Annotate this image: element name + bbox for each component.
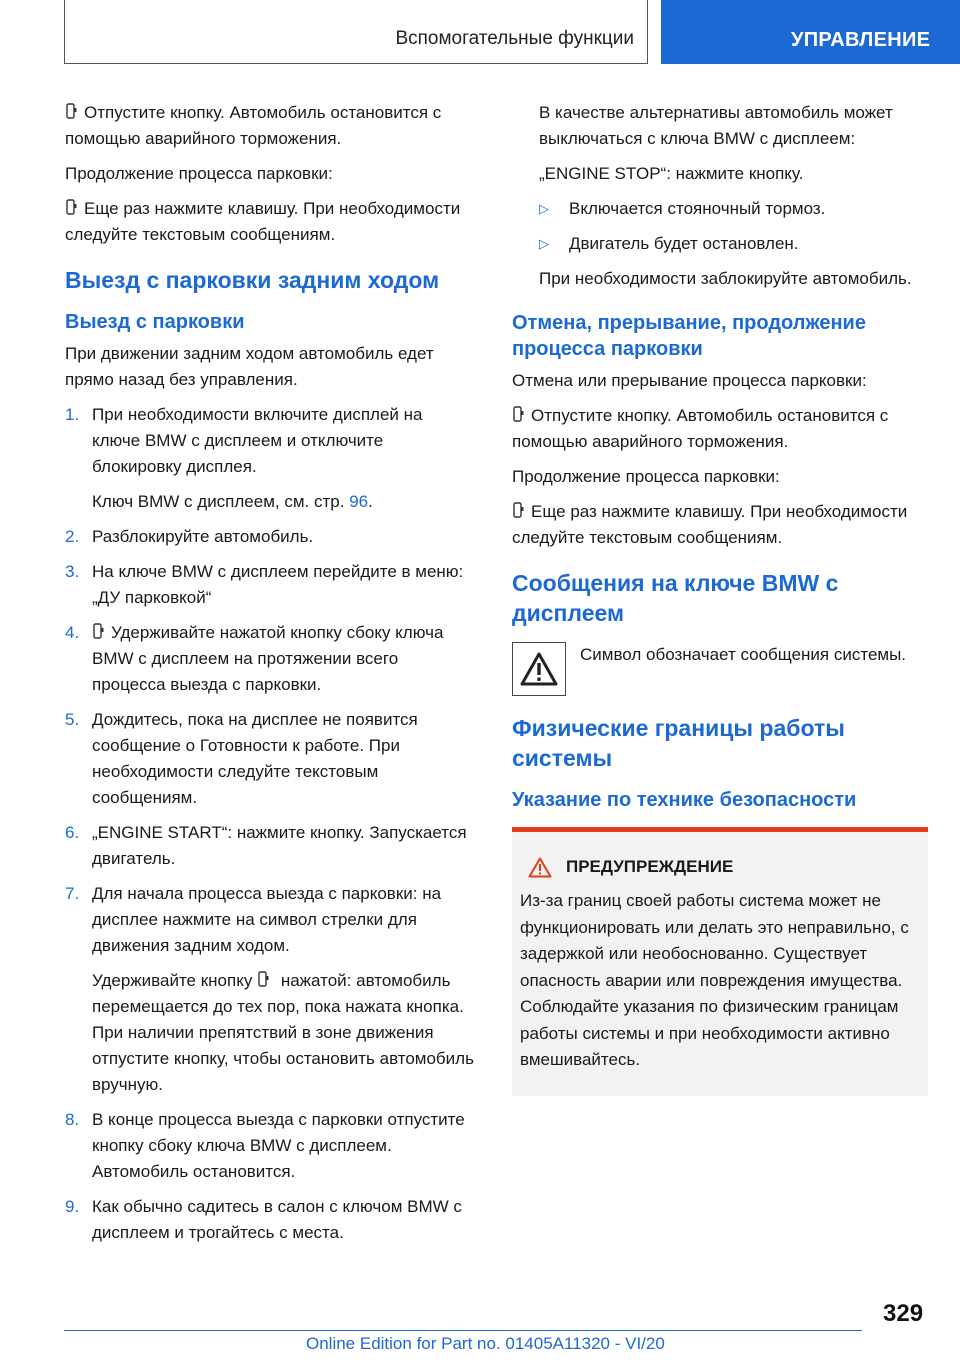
step-1 — [65, 402, 475, 515]
subheading-exit: Выезд с парковки — [65, 311, 245, 333]
step-9 — [65, 1194, 475, 1246]
header-chapter-tab[interactable]: УПРАВЛЕНИЕ — [661, 0, 960, 64]
heading-cancel: Отмена, прерывание, продолжение процесса парковки — [512, 312, 866, 360]
warning-triangle-icon — [528, 857, 552, 878]
key-button-icon — [512, 406, 525, 423]
right-p6: Продолжение процесса парковки: — [512, 467, 780, 486]
footer-divider — [64, 1330, 862, 1331]
step-text: „ENGINE START“: нажмите кнопку. Запускается двигатель. — [92, 823, 467, 868]
left-column — [65, 100, 475, 1255]
warning-title: ПРЕДУПРЕЖДЕНИЕ — [520, 854, 920, 880]
key-button-icon — [65, 103, 78, 120]
warning-triangle-icon — [512, 642, 566, 696]
symbol-text: Символ обозначает сообщения системы. — [580, 645, 907, 664]
left-intro: При движении задним ходом автомобиль едет прямо назад без управления. — [65, 344, 434, 389]
symbol-row — [512, 642, 928, 696]
step-6 — [65, 820, 475, 872]
key-button-icon — [257, 971, 270, 988]
heading-exit-reverse: Выезд с парковки задним ходом — [65, 267, 440, 293]
right-p4: Отмена или прерывание процесса парковки: — [512, 371, 867, 390]
step-number: 6. — [65, 823, 80, 842]
warning-box — [512, 827, 928, 1096]
step-number: 3. — [65, 562, 80, 581]
triangle-bullet-icon: ▷ — [539, 201, 549, 216]
step-7 — [65, 881, 475, 1098]
step-number: 2. — [65, 527, 80, 546]
step-number: 9. — [65, 1197, 80, 1216]
right-p5: Отпустите кнопку. Автомобиль остановится с помощью аварийного торможения. — [512, 406, 889, 451]
page-number: 329 — [883, 1300, 924, 1327]
step-3 — [65, 559, 475, 611]
step-text: При необходимости включите дисплей на ключе BMW с дисплеем и отключите блокировку дисплея. — [92, 405, 423, 476]
step-text: Разблокируйте автомобиль. — [92, 527, 314, 546]
result-list — [512, 196, 928, 257]
right-p2: „ENGINE STOP“: нажмите кнопку. — [539, 164, 804, 183]
left-p1: Отпустите кнопку. Автомобиль остановится с помощью аварийного торможения. — [65, 103, 442, 148]
step-8 — [65, 1107, 475, 1185]
step-2 — [65, 524, 475, 550]
footer-edition: Online Edition for Part no. 01405A11320 - VI/20 — [306, 1334, 665, 1353]
result-item: ▷ Двигатель будет остановлен. — [539, 231, 928, 257]
right-p1: В качестве альтернативы автомобиль может выключаться с ключа BMW с дисплеем: — [539, 103, 893, 148]
step-text: В конце процесса выезда с парковки отпустите кнопку сбоку ключа BMW с дисплеем. Автомобиль остановится. — [92, 1110, 465, 1181]
triangle-bullet-icon: ▷ — [539, 236, 549, 251]
step-text: На ключе BMW с дисплеем перейдите в меню: „ДУ парковкой“ — [92, 562, 464, 607]
step-text: Удерживайте нажатой кнопку сбоку ключа BMW с дисплеем на протяжении всего процесса выезда с парковки. — [92, 623, 444, 694]
page-link[interactable]: 96 — [349, 492, 369, 511]
right-p3: При необходимости заблокируйте автомобиль. — [539, 269, 912, 288]
step-number: 5. — [65, 710, 80, 729]
left-p3: Еще раз нажмите клавишу. При необходимости следуйте текстовым сообщениям. — [65, 199, 461, 244]
step-text: Для начала процесса выезда с парковки: на дисплее нажмите на символ стрелки для движения задним ходом. — [92, 884, 442, 955]
left-p2: Продолжение процесса парковки: — [65, 164, 333, 183]
key-button-icon — [512, 502, 525, 519]
right-p7: Еще раз нажмите клавишу. При необходимости следуйте текстовым сообщениям. — [512, 502, 908, 547]
step-number: 8. — [65, 1110, 80, 1129]
step-5 — [65, 707, 475, 811]
steps-list — [65, 402, 475, 1246]
subheading-safety: Указание по технике безопасности — [512, 789, 857, 811]
heading-key-messages: Сообщения на ключе BMW с дисплеем — [512, 570, 839, 626]
warning-text: Из-за границ своей работы система может не функционировать или делать это неправильно, с задержкой или необоснованно. Существует опасность аварии или повреждения имущества. Соблюдайте указания по физическим границам работы системы и при необходимости активно вмешивайтесь. — [520, 891, 909, 1069]
result-item: ▷ Включается стояночный тормоз. — [539, 196, 928, 222]
step-number: 1. — [65, 405, 80, 424]
step-text: Дождитесь, пока на дисплее не появится сообщение о Готовности к работе. При необходимости следуйте текстовым сообщениям. — [92, 710, 418, 807]
key-button-icon — [65, 199, 78, 216]
heading-limits: Физические границы работы системы — [512, 715, 845, 771]
key-button-icon — [92, 623, 105, 640]
step-number: 4. — [65, 623, 80, 642]
step-text: Как обычно садитесь в салон с ключом BMW с дисплеем и трогайтесь с места. — [92, 1197, 462, 1242]
step-number: 7. — [65, 884, 80, 903]
step-sub: Удерживайте кнопку нажатой: автомобиль перемещается до тех пор, пока нажата кнопка. При наличии препятствий в зоне движения отпустите кнопку, чтобы остановить автомобиль вручную. — [92, 971, 474, 1094]
header-section-title: Вспомогательные функции — [395, 28, 634, 49]
step-sub: Ключ BMW с дисплеем, см. стр. 96. — [92, 492, 373, 511]
step-4 — [65, 620, 475, 698]
right-column — [512, 100, 928, 1096]
